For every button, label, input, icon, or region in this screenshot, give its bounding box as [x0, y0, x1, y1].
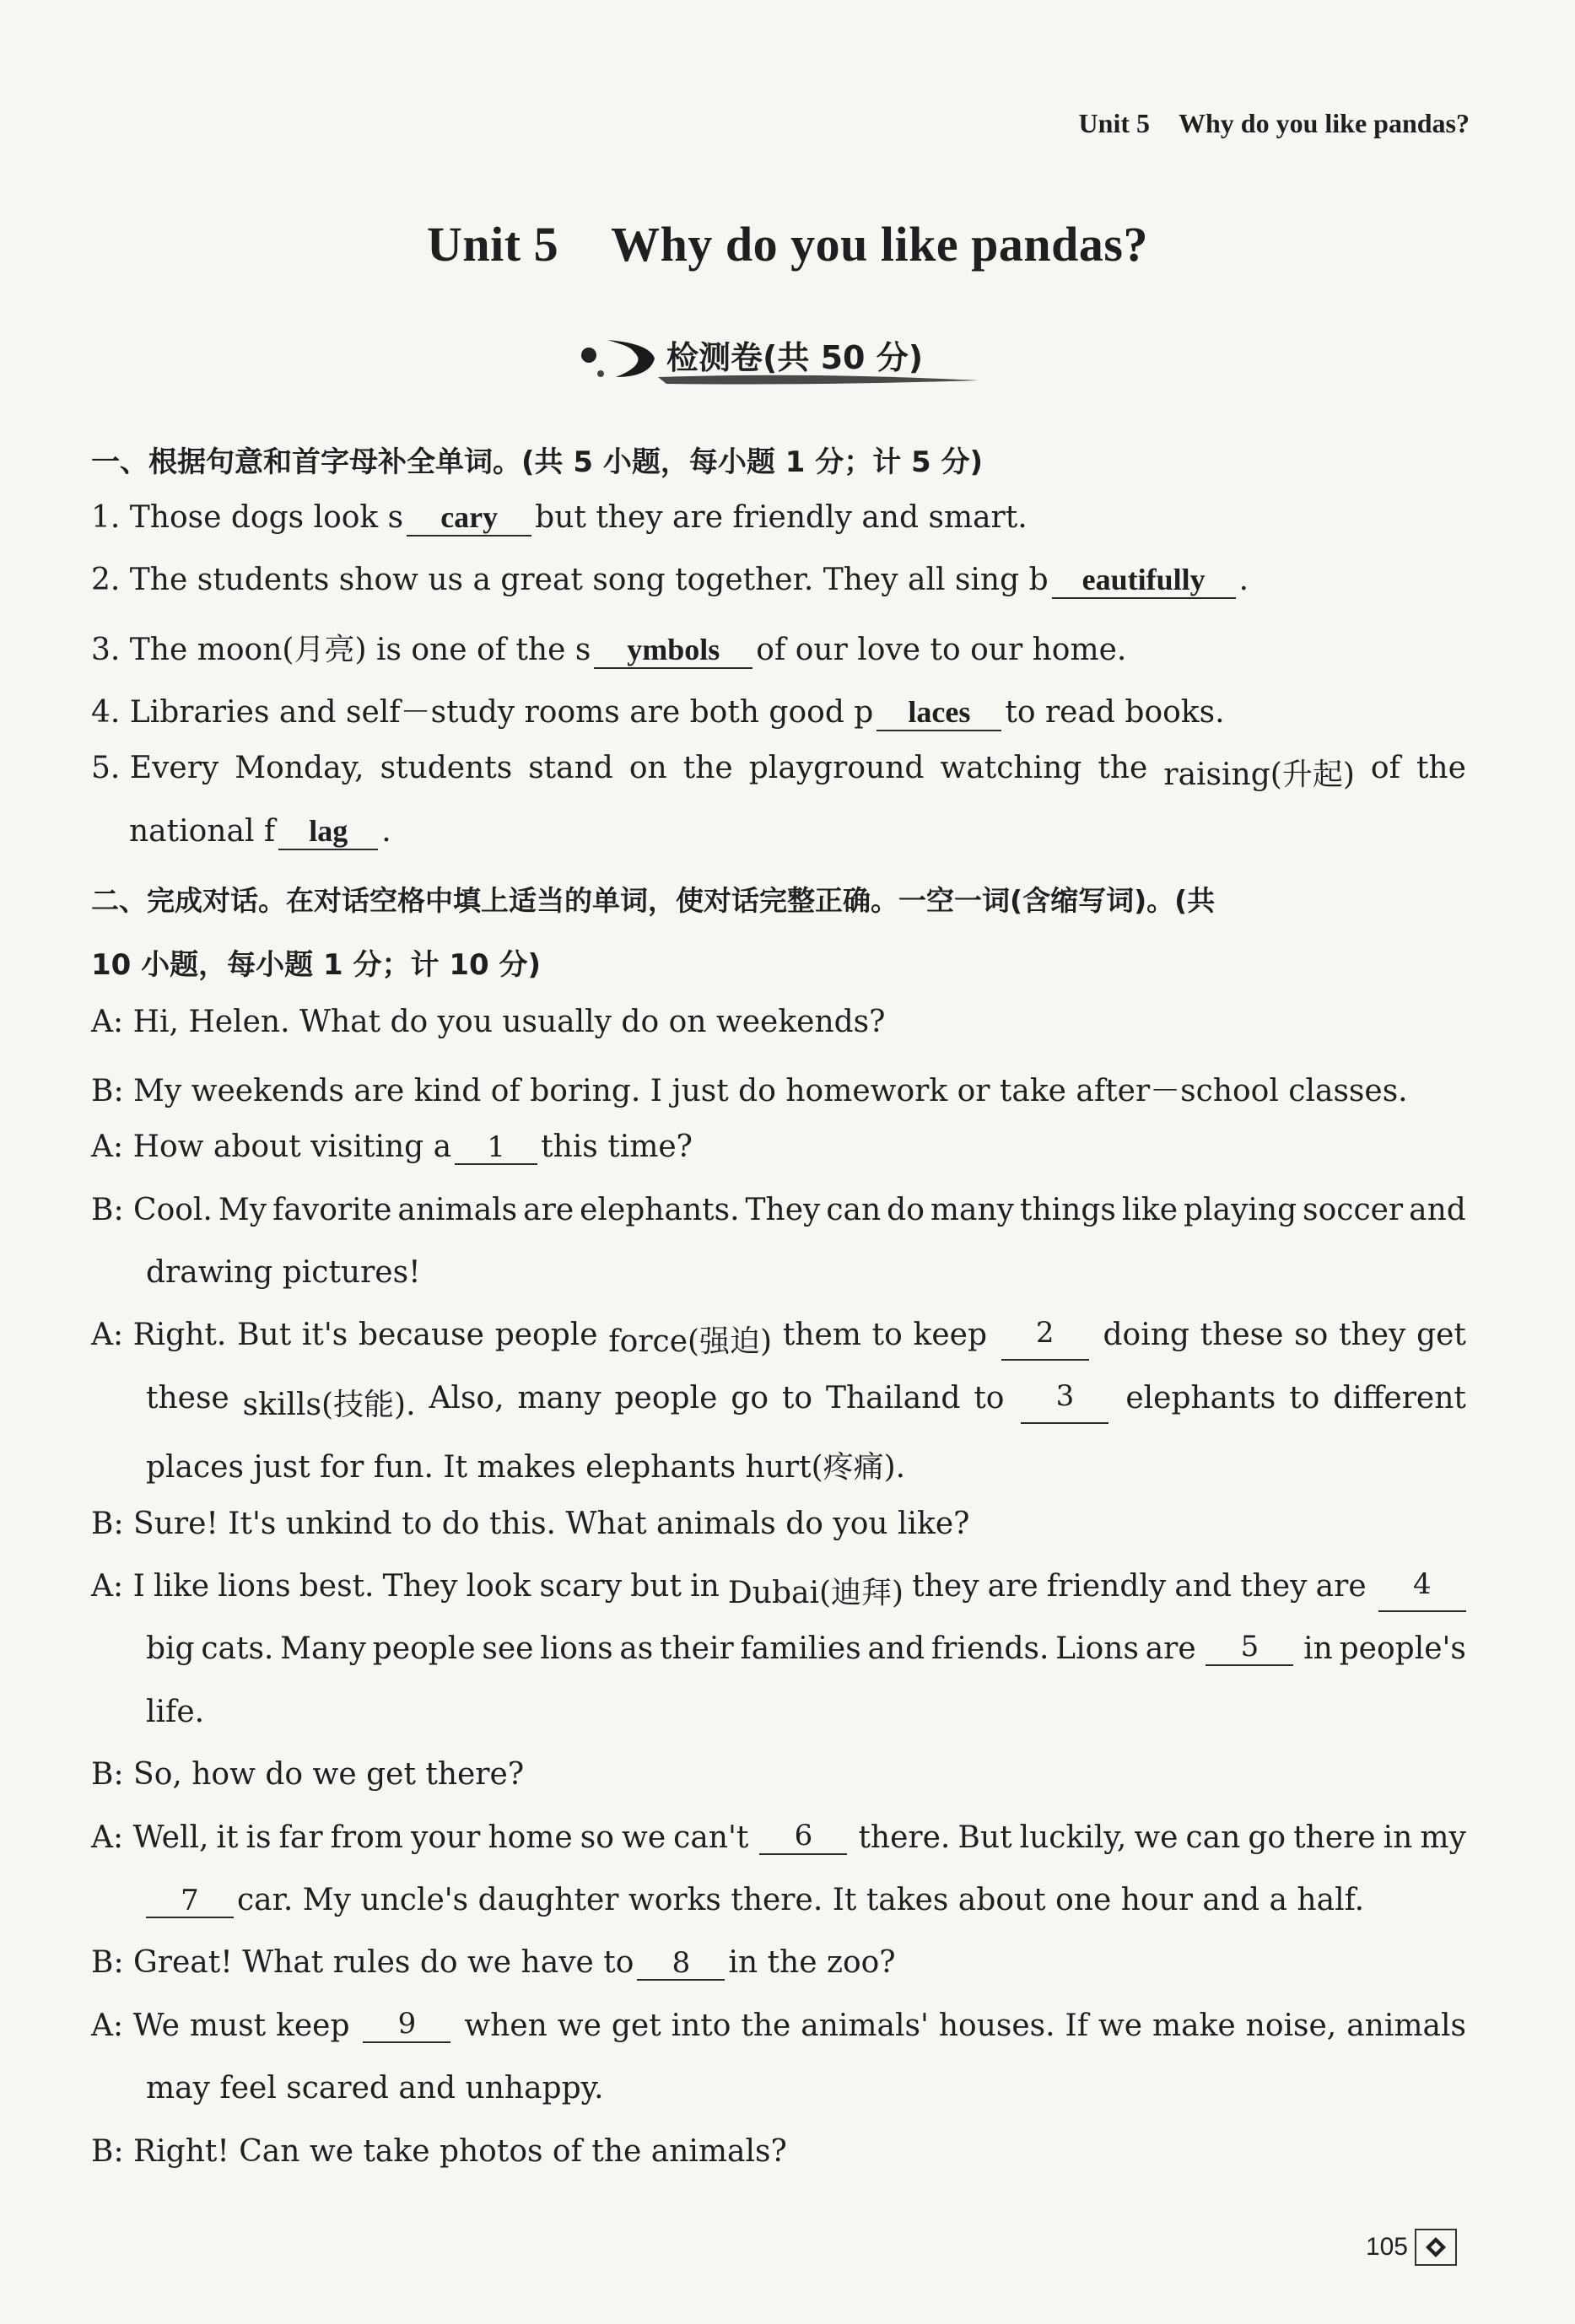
part2-heading-line1: 二、完成对话。在对话空格中填上适当的单词，使对话完整正确。一空一词(含缩写词)。(共: [91, 884, 1216, 917]
page-number-text: 105: [1365, 2233, 1408, 2261]
test-label-text: 检测卷(共 50 分): [666, 339, 924, 376]
blank-9[interactable]: 9: [363, 2009, 450, 2043]
dialogue-line-7: these skills(技能). Also, many people go to Thailand to 3 elephants to different: [146, 1379, 1466, 1422]
test-label: [557, 325, 995, 392]
dialogue-line-4: B: Cool. My favorite animals are elephants. They can do many things like playing soccer and: [91, 1193, 1466, 1227]
part1-heading: 一、根据句意和首字母补全单词。(共 5 小题，每小题 1 分；计 5 分): [91, 445, 984, 479]
dialogue-line-19: B: Right! Can we take photos of the animals?: [91, 2134, 787, 2169]
dialogue-line-17: A: We must keep 9 when we get into the animals' houses. If we make noise, animals: [91, 2007, 1466, 2043]
header-topic: Why do you like pandas?: [1178, 108, 1470, 138]
dialogue-line-16: B: Great! What rules do we have to 8 in the zoo?: [91, 1945, 896, 1980]
blank-5[interactable]: 5: [1206, 1631, 1293, 1666]
page-title: [0, 216, 1575, 272]
diamond-icon: [1415, 2229, 1457, 2266]
dialogue-line-18: may feel scared and unhappy.: [146, 2071, 604, 2106]
header-unit: Unit 5: [1078, 108, 1150, 138]
question-2: 2. The students show us a great song together. They all sing b eautifully .: [91, 563, 1249, 597]
title-unit: Unit 5: [427, 217, 559, 272]
part2-heading-line2: 10 小题，每小题 1 分；计 10 分): [91, 948, 542, 982]
dialogue-line-5: drawing pictures!: [146, 1255, 421, 1290]
answer-blank-3[interactable]: ymbols: [594, 634, 752, 669]
question-4: 4. Libraries and self－study rooms are both good p laces to read books.: [91, 695, 1225, 730]
answer-blank-2[interactable]: eautifully: [1052, 563, 1236, 599]
blank-3[interactable]: 3: [1021, 1381, 1108, 1424]
blank-4[interactable]: 4: [1378, 1569, 1466, 1612]
answer-blank-1[interactable]: cary: [407, 501, 531, 537]
dialogue-line-2: B: My weekends are kind of boring. I just do homework or take after－school classes.: [91, 1074, 1408, 1108]
question-1: 1. Those dogs look s cary but they are friendly and smart.: [91, 500, 1028, 535]
title-topic: Why do you like pandas?: [611, 217, 1148, 272]
question-3: 3. The moon(月亮) is one of the s ymbols of our love to our home.: [91, 633, 1127, 667]
dialogue-line-10: A: I like lions best. They look scary but in Dubai(迪拜) they are friendly and they are 4: [91, 1569, 1466, 1612]
page-number: [1366, 2229, 1457, 2266]
dialogue-line-15: 7 car. My uncle's daughter works there. It takes about one hour and a half.: [146, 1883, 1364, 1918]
dialogue-line-14: A: Well, it is far from your home so we can't 6 there. But luckily, we can go there in my: [91, 1819, 1466, 1855]
dialogue-line-13: B: So, how do we get there?: [91, 1757, 525, 1792]
answer-blank-5[interactable]: lag: [278, 815, 378, 850]
dialogue-line-6: A: Right. But it's because people force(强迫) them to keep 2 doing these so they get: [91, 1316, 1466, 1359]
question-5-line2: national f lag .: [129, 814, 391, 849]
dialogue-line-9: B: Sure! It's unkind to do this. What animals do you like?: [91, 1507, 970, 1541]
dialogue-line-11: big cats. Many people see lions as their families and friends. Lions are 5 in people's: [146, 1630, 1466, 1666]
blank-1[interactable]: 1: [455, 1132, 537, 1165]
blank-2[interactable]: 2: [1001, 1318, 1089, 1361]
question-5-line1: 5. Every Monday, students stand on the playground watching the raising(升起) of the: [91, 751, 1466, 792]
running-header: [1079, 108, 1470, 139]
dialogue-line-1: A: Hi, Helen. What do you usually do on weekends?: [91, 1005, 886, 1039]
blank-7[interactable]: 7: [146, 1885, 234, 1918]
blank-8[interactable]: 8: [637, 1948, 725, 1981]
answer-blank-4[interactable]: laces: [876, 696, 1001, 731]
dialogue-line-3: A: How about visiting a 1 this time?: [91, 1130, 693, 1164]
blank-6[interactable]: 6: [759, 1820, 847, 1855]
dialogue-line-8: places just for fun. It makes elephants hurt(疼痛).: [146, 1450, 906, 1485]
dialogue-line-12: life.: [146, 1695, 205, 1729]
